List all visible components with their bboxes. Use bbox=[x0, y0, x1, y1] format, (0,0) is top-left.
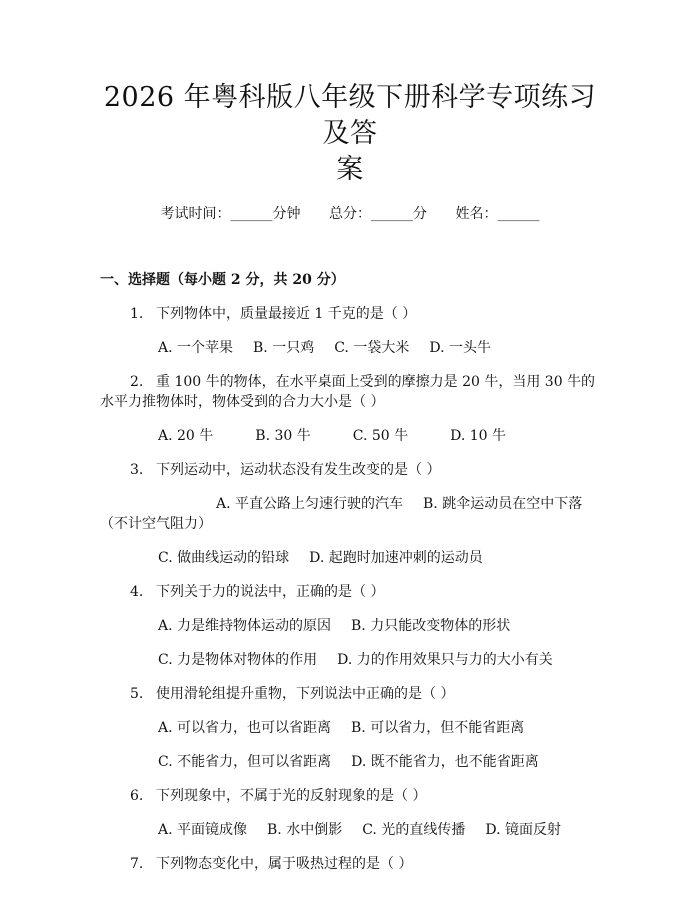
option-b: B. 一只鸡 bbox=[253, 340, 315, 356]
total-score bbox=[329, 204, 427, 224]
option-c: C. 光的直线传播 bbox=[362, 822, 466, 838]
exam-time bbox=[161, 204, 301, 224]
question-2 bbox=[100, 372, 600, 412]
question-number: 2. bbox=[130, 374, 144, 390]
question-stem: 重 100 牛的物体，在水平桌面上受到的摩擦力是 20 牛，当用 30 牛的水平力推物体时，物体受到的合力大小是（ ） bbox=[100, 374, 596, 410]
total-score-unit: 分 bbox=[413, 206, 427, 222]
option-c: C. 一袋大米 bbox=[334, 340, 410, 356]
question-number: 3. bbox=[130, 462, 144, 478]
option-b: B. 水中倒影 bbox=[267, 822, 343, 838]
option-c: C. 50 牛 bbox=[352, 428, 409, 444]
exam-time-unit: 分钟 bbox=[272, 206, 301, 222]
question-stem: 下列关于力的说法中，正确的是（ ） bbox=[156, 584, 385, 600]
option-c: C. 不能省力，但可以省距离 bbox=[158, 754, 332, 770]
question-number: 6. bbox=[130, 788, 144, 804]
title-line-1: 2026 年粤科版八年级下册科学专项练习及答 bbox=[103, 82, 597, 149]
question-6-options bbox=[100, 820, 600, 840]
section-heading: 一、选择题（每小题 2 分，共 20 分） bbox=[100, 272, 345, 288]
option-a: A. 可以省力，也可以省距离 bbox=[158, 720, 332, 736]
question-number: 4. bbox=[130, 584, 144, 600]
option-a: A. 20 牛 bbox=[158, 428, 214, 444]
question-number: 5. bbox=[130, 686, 144, 702]
question-3-options-row1 bbox=[100, 494, 600, 534]
total-score-blank: ______ bbox=[371, 206, 413, 222]
option-d: D. 起跑时加速冲刺的运动员 bbox=[309, 550, 483, 566]
option-a: A. 力是维持物体运动的原因 bbox=[158, 618, 332, 634]
exam-time-blank: ______ bbox=[230, 206, 273, 222]
question-5 bbox=[100, 684, 600, 704]
exam-info bbox=[100, 204, 600, 224]
option-a: A. 平面镜成像 bbox=[158, 822, 248, 838]
question-5-options-row2 bbox=[100, 752, 600, 772]
question-stem: 下列现象中，不属于光的反射现象的是（ ） bbox=[156, 788, 427, 804]
question-5-options-row1 bbox=[100, 718, 600, 738]
option-c: C. 做曲线运动的铅球 bbox=[158, 550, 290, 566]
student-name-label: 姓名： bbox=[455, 206, 498, 222]
option-b: B. 可以省力，但不能省距离 bbox=[351, 720, 525, 736]
question-stem: 下列物态变化中，属于吸热过程的是（ ） bbox=[156, 856, 413, 872]
student-name-blank: ______ bbox=[497, 206, 540, 222]
question-6 bbox=[100, 786, 600, 806]
total-score-label: 总分： bbox=[329, 206, 371, 222]
option-b: B. 30 牛 bbox=[255, 428, 311, 444]
question-3-options-row2 bbox=[100, 548, 600, 568]
question-4-options-row2 bbox=[100, 650, 600, 670]
option-b: B. 力只能改变物体的形状 bbox=[351, 618, 511, 634]
question-stem: 下列运动中，运动状态没有发生改变的是（ ） bbox=[156, 462, 441, 478]
student-name bbox=[455, 204, 539, 224]
option-d: D. 既不能省力，也不能省距离 bbox=[351, 754, 539, 770]
title-line-2: 案 bbox=[336, 154, 364, 185]
question-number: 7. bbox=[130, 856, 144, 872]
question-7 bbox=[100, 854, 600, 874]
document-title bbox=[100, 80, 600, 188]
option-d: D. 力的作用效果只与力的大小有关 bbox=[337, 652, 553, 668]
exam-time-label: 考试时间： bbox=[160, 206, 231, 222]
question-number: 1. bbox=[130, 306, 144, 322]
option-d: D. 一头牛 bbox=[429, 340, 491, 356]
question-stem: 下列物体中，质量最接近 1 千克的是（ ） bbox=[156, 306, 417, 322]
option-a: A. 平直公路上匀速行驶的汽车 bbox=[216, 496, 404, 512]
question-3 bbox=[100, 460, 600, 480]
option-a: A. 一个苹果 bbox=[158, 340, 234, 356]
question-1 bbox=[100, 304, 600, 324]
option-c: C. 力是物体对物体的作用 bbox=[158, 652, 318, 668]
question-1-options bbox=[100, 338, 600, 358]
question-2-options bbox=[100, 426, 600, 446]
question-stem: 使用滑轮组提升重物，下列说法中正确的是（ ） bbox=[156, 686, 455, 702]
question-4 bbox=[100, 582, 600, 602]
option-d: D. 镜面反射 bbox=[485, 822, 561, 838]
option-d: D. 10 牛 bbox=[450, 428, 507, 444]
question-4-options-row1 bbox=[100, 616, 600, 636]
option-b: B. 跳伞运动员在空中下落（不计空气阻力） bbox=[100, 496, 583, 532]
